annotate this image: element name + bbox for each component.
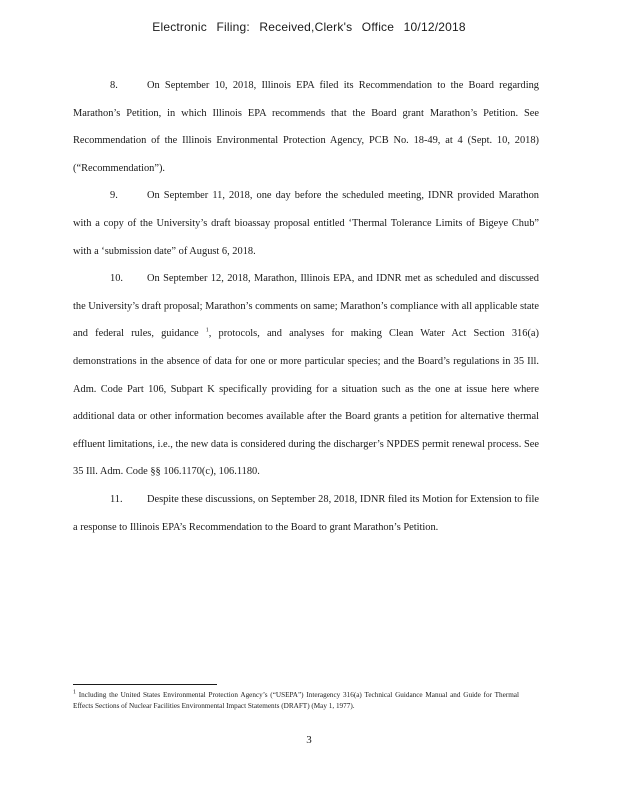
paragraph-11 [73, 486, 539, 541]
paragraph-number: 8. [110, 80, 118, 91]
footnote [73, 690, 519, 713]
footnote-divider [73, 684, 217, 685]
filing-header: Electronic Filing: Received,Clerk's Office 10/12/2018 [152, 20, 466, 34]
paragraph-10 [73, 265, 539, 486]
paragraph-text: On September 12, 2018, Marathon, Illinois EPA, and IDNR met as scheduled and discussed the University’s draft proposal; Marathon’s comments on same; Marathon’s compliance with all applicable state and federal rules, guidance [73, 273, 540, 340]
paragraph-text-continued: , protocols, and analyses for making Clean Water Act Section 316(a) demonstrations in the absence of data for one or more particular species; and the Board’s regulations in 35 Ill. Adm. Code Part 106, Subpart K specifically providing for a situation such as the one at issue here where additional data or other information becomes available after the Board grants a petition for alternative thermal effluent limitations, i.e., the new data is considered during the discharger’s NPDES permit renewal process. See 35 Ill. Adm. Code §§ 106.1170(c), 106.1180. [73, 328, 539, 478]
paragraph-number: 10. [110, 273, 123, 285]
footnote-text: Including the United States Environmental Protection Agency’s (“USEPA”) Interagency 316(a) Technical Guidance Manual and Guide for Thermal Effects Sections of Nuclear Facilities Environmental Impact Statements (DRAFT) (May 1, 1977). [73, 691, 519, 711]
paragraph-8 [73, 72, 539, 182]
document-body [73, 72, 539, 541]
paragraph-number: 11. [110, 493, 123, 505]
page-number: 3 [306, 734, 312, 746]
footnote-reference: 1 [205, 327, 209, 334]
paragraph-text: On September 10, 2018, Illinois EPA filed its Recommendation to the Board regarding Marathon’s Petition, in which Illinois EPA recommends that the Board grant Marathon’s Petition. See Recommendation of the Illinois Environmental Protection Agency, PCB No. 18-49, at 4 (Sept. 10, 2018) (“Recommendation”). [73, 80, 539, 174]
paragraph-text: Despite these discussions, on September 28, 2018, IDNR filed its Motion for Extension to file a response to Illinois EPA’s Recommendation to the Board to grant Marathon’s Petition. [73, 493, 539, 533]
paragraph-number: 9. [110, 190, 118, 202]
paragraph-text: On September 11, 2018, one day before the scheduled meeting, IDNR provided Marathon with a copy of the University’s draft bioassay proposal entitled ‘Thermal Tolerance Limits of Bigeye Chub” with a ‘submission date” of August 6, 2018. [73, 190, 539, 257]
footnote-number: 1 [73, 689, 76, 696]
paragraph-9 [73, 182, 539, 265]
